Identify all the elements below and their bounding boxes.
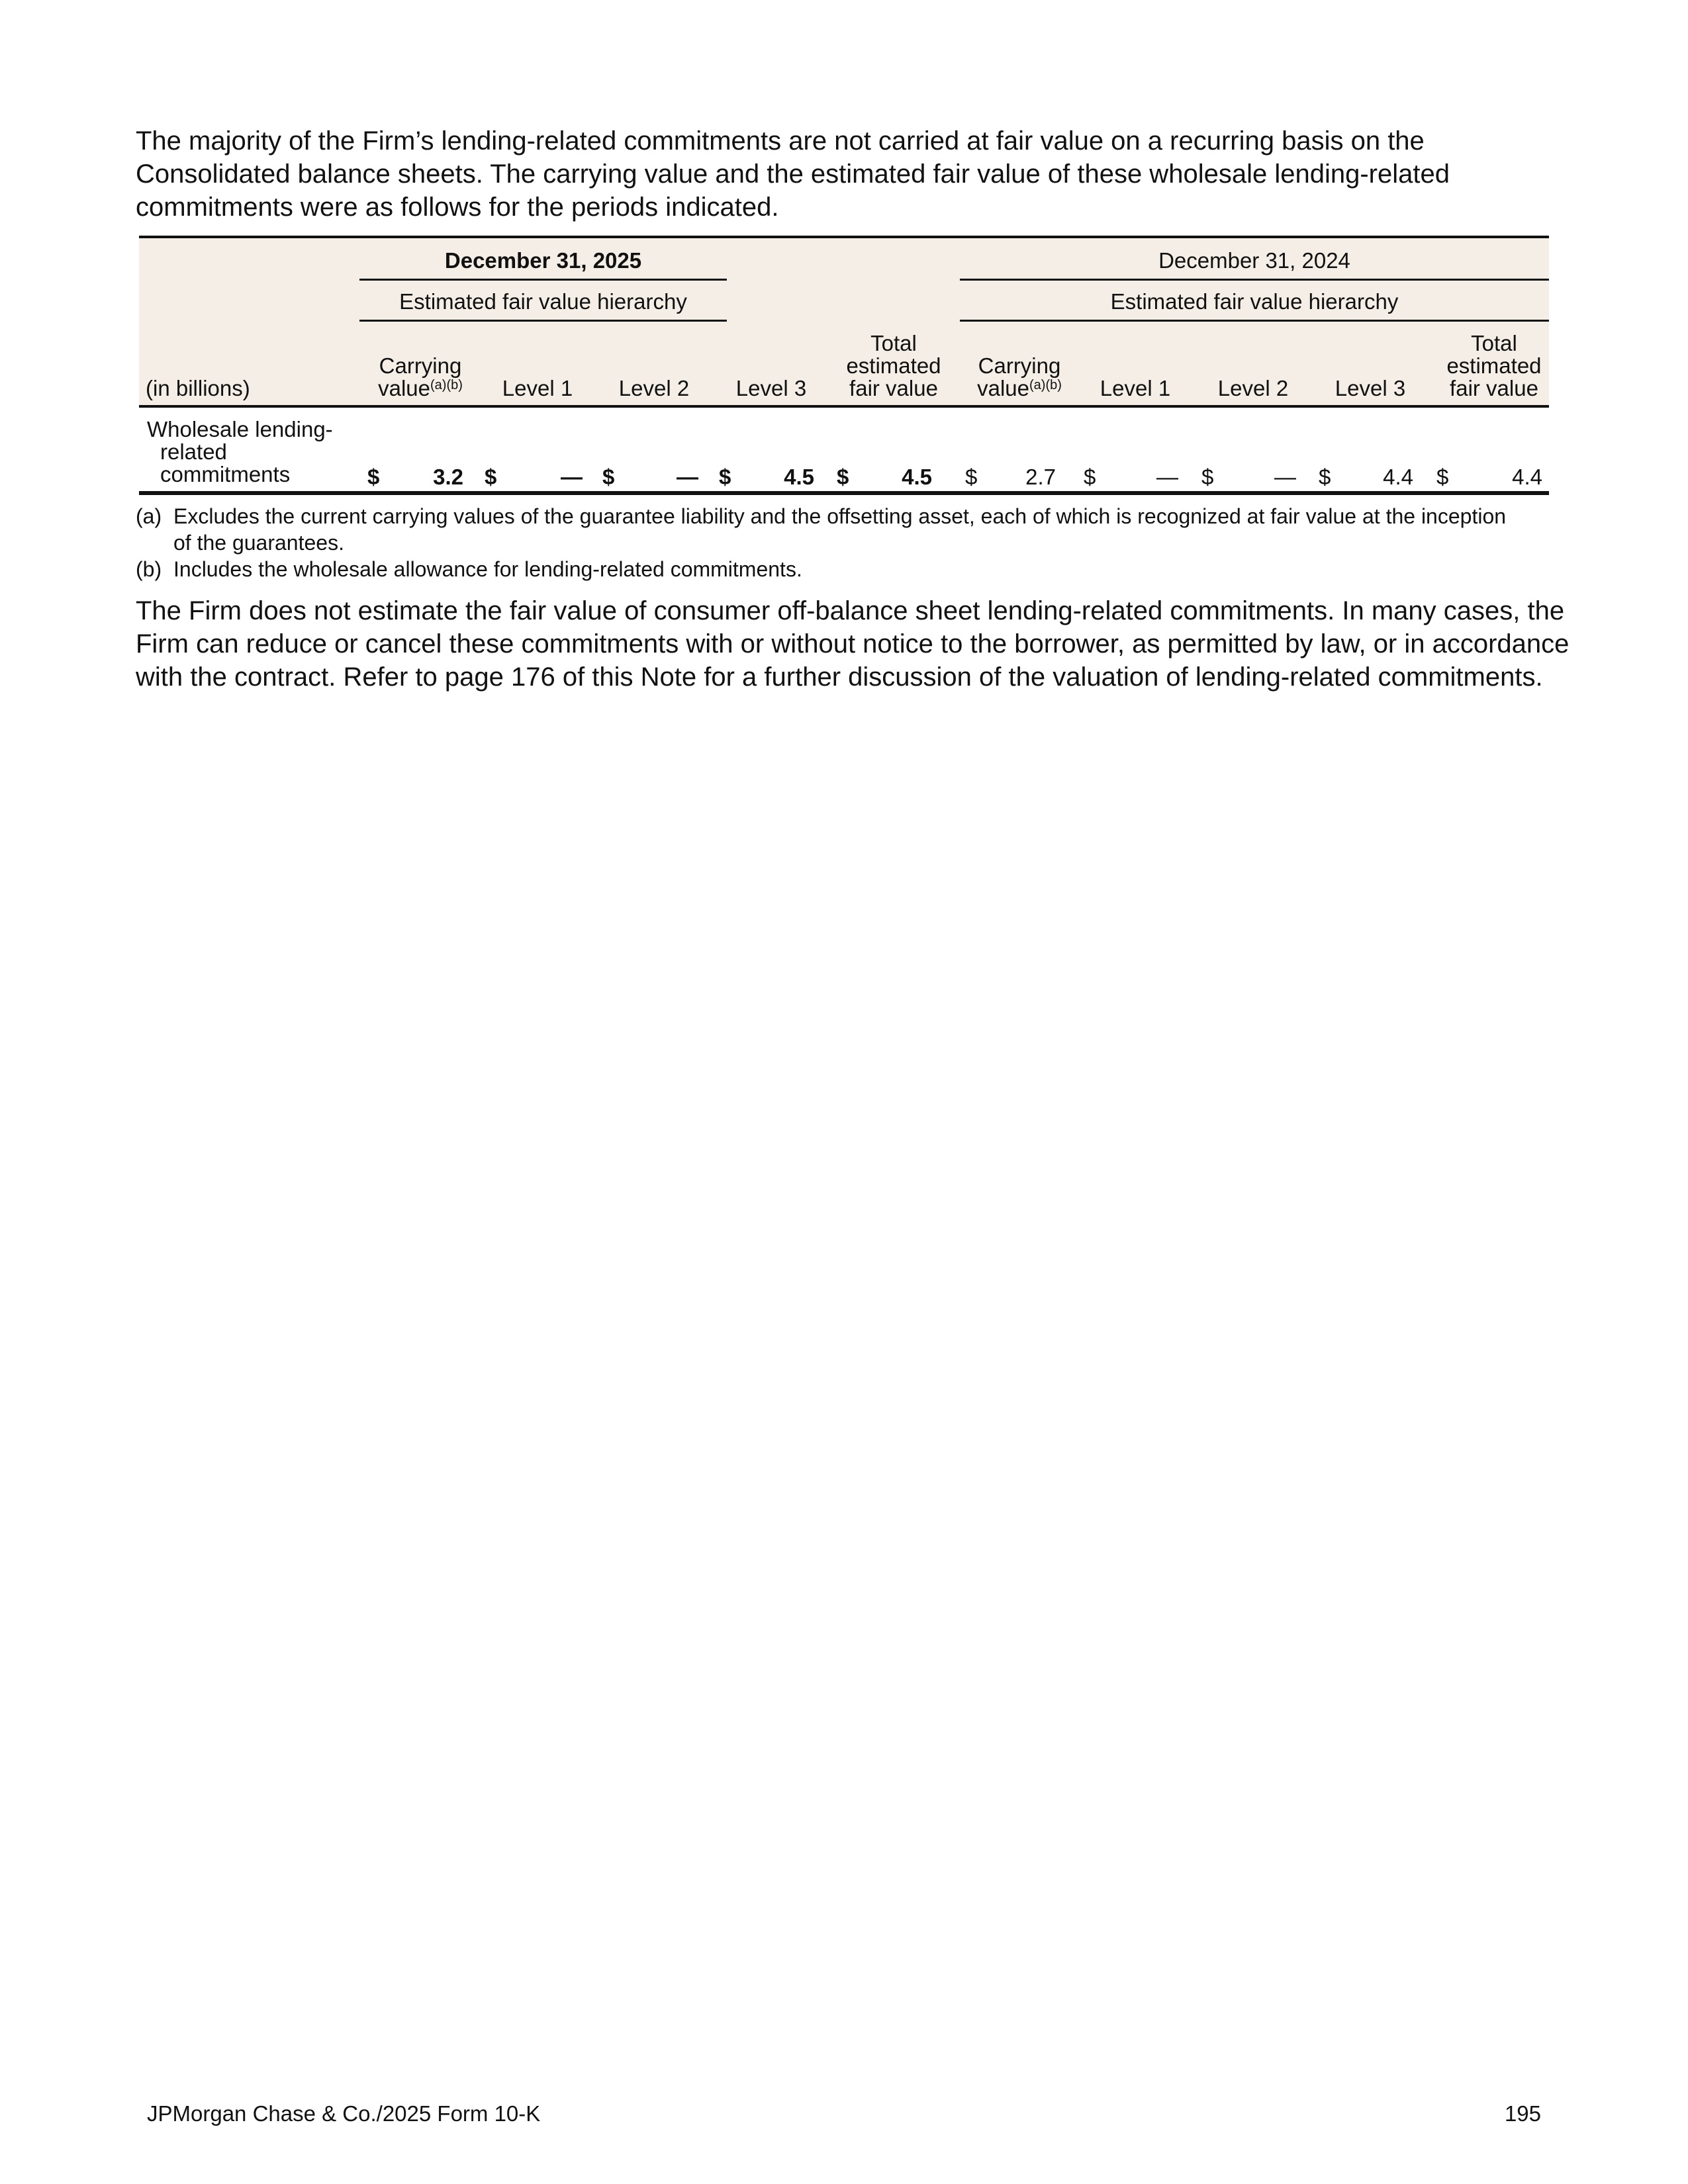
cell-2025-total-fair-value: 4.5 [902,465,932,489]
hierarchy-2025-label: Estimated fair value hierarchy [399,289,687,314]
cell-2024-total-fair-value: 4.4 [1512,465,1542,489]
cell-2024-carrying-value: 2.7 [1025,465,1056,489]
footer-document-title: JPMorgan Chase & Co./2025 Form 10-K [147,2101,541,2126]
footnotes [136,503,1526,582]
cell-2025-carrying-value: 3.2 [433,465,463,489]
footnote-marker: (b) [136,557,162,581]
footer-page-number: 195 [1504,2101,1541,2126]
intro-paragraph: The majority of the Firm’s lending-related commitments are not carried at fair value on a recurring basis on the Consolidated balance sheets. The carrying value and the estimated fair value of these wholesale lending-related commitments were as follows for the periods indicated. [136,126,1450,222]
currency-sign: $ [965,465,978,489]
footnote-marker: (a) [136,504,162,528]
currency-sign: $ [837,465,849,489]
period-2025-label: December 31, 2025 [444,248,642,273]
period-2024-rule [960,279,1549,281]
cell-2024-level2: — [1274,465,1296,489]
col-2024-level3: Level 3 [1335,376,1406,400]
fair-value-table [139,236,1549,495]
currency-sign: $ [1319,465,1331,489]
table-row [139,408,1549,495]
currency-sign: $ [485,465,497,489]
col-2025-carrying-value: Carrying value$^{(a)(b)}$ [378,353,463,400]
col-2025-level3: Level 3 [735,376,807,400]
footnote-text: Includes the wholesale allowance for lending-related commitments. [173,557,802,581]
col-2024-total-fair-value: Total estimated fair value [1446,331,1542,400]
col-2025-level2: Level 2 [618,376,690,400]
footnote-b [136,556,1526,582]
hierarchy-2025-rule [359,320,727,322]
currency-sign: $ [1201,465,1214,489]
col-2024-carrying-value: Carrying value$^{(a)(b)}$ [977,353,1062,400]
period-2024-label: December 31, 2024 [1158,248,1350,273]
closing-paragraph: The Firm does not estimate the fair value of consumer off-balance sheet lending-related commitments. In many cases, the Firm can reduce or cancel these commitments with or without notice to the borrower, as permitted by law, or in accordance with the contract. Refer to page 176 of this Note for a further discussion of the valuation of lending-related commitments. [136,596,1570,692]
unit-label: (in billions) [146,376,250,400]
hierarchy-2024-label: Estimated fair value hierarchy [1110,289,1399,314]
currency-sign: $ [1436,465,1449,489]
period-2025-rule [359,279,727,281]
cell-2025-level3: 4.5 [784,465,814,489]
col-2025-total-fair-value: Total estimated fair value [846,331,941,400]
currency-sign: $ [367,465,380,489]
cell-2025-level2: — [677,465,698,489]
currency-sign: $ [719,465,731,489]
col-2024-level2: Level 2 [1217,376,1289,400]
cell-2025-level1: — [561,465,583,489]
col-2024-level1: Level 1 [1100,376,1171,400]
cell-2024-level1: — [1156,465,1178,489]
currency-sign: $ [602,465,615,489]
hierarchy-2024-rule [960,320,1549,322]
col-2025-level1: Level 1 [502,376,573,400]
table-header [139,236,1549,408]
row-label: Wholesale lending- related commitments [147,417,333,486]
footnote-a [136,503,1526,556]
footnote-text: Excludes the current carrying values of the guarantee liability and the offsetting asset, each of which is recognized at fair value at the inception of the guarantees. [173,504,1507,555]
currency-sign: $ [1084,465,1096,489]
cell-2024-level3: 4.4 [1383,465,1413,489]
